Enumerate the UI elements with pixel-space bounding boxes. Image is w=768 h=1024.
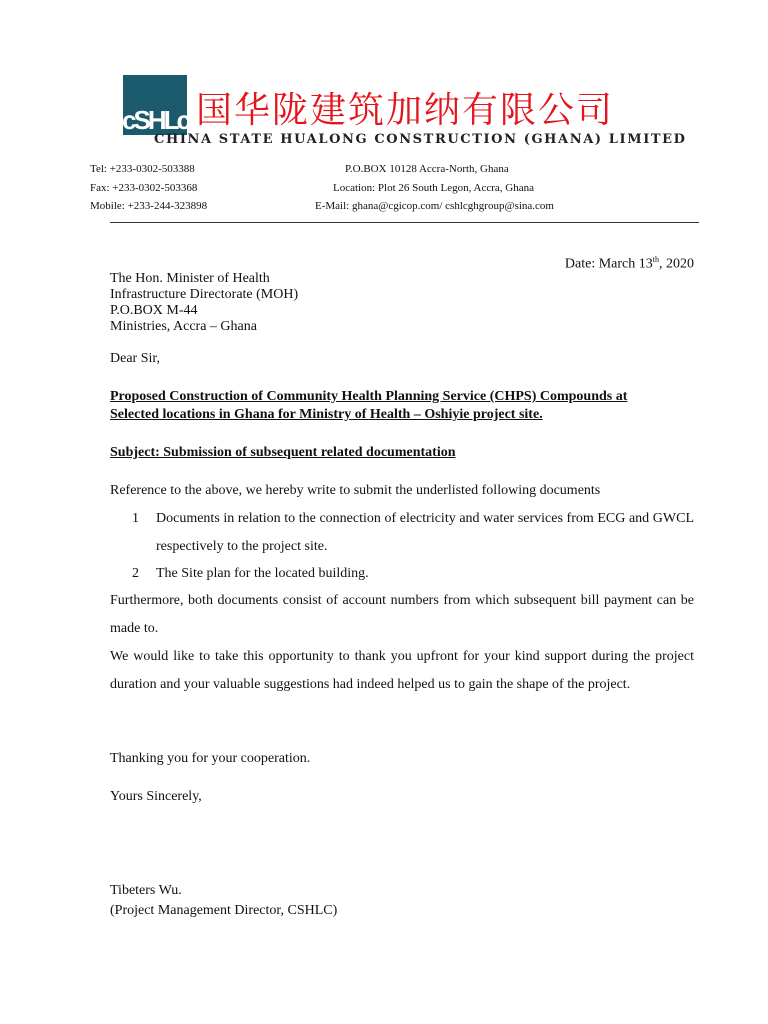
list-item: 2 The Site plan for the located building. [132,566,369,581]
list-item: 1 Documents in relation to the connection of electricity and water services from ECG and GWCL respectively to the project site. [132,511,694,554]
signer-title: (Project Management Director, CSHLC) [110,903,338,918]
mobile: Mobile: +233-244-323898 [90,200,208,212]
closing: Yours Sincerely, [110,789,202,804]
fax: Fax: +233-0302-503368 [90,182,198,194]
pobox: P.O.BOX 10128 Accra-North, Ghana [345,163,509,175]
letter-title: Proposed Construction of Community Health Planning Service (CHPS) Compounds at [110,389,628,404]
intro-text: Reference to the above, we hereby write to submit the underlisted following documents [110,483,601,498]
salutation: Dear Sir, [110,351,160,366]
signer-name: Tibeters Wu. [110,883,182,898]
recipient-line: The Hon. Minister of Health [110,271,270,286]
company-chinese-name: 国华陇建筑加纳有限公司 [196,90,615,131]
email: E-Mail: ghana@cgicop.com/ cshlcghgroup@sina.com [315,200,554,212]
company-logo: cSHLc [123,75,187,135]
recipient-line: Infrastructure Directorate (MOH) [110,287,299,302]
letter-title: Selected locations in Ghana for Ministry of Health – Oshiyie project site. [110,407,543,422]
header-divider [110,222,699,223]
paragraph-thanks: We would like to take this opportunity to thank you upfront for your kind support during the project duration and your valuable suggestions had indeed helped us to gain the shape of the project. [110,649,694,692]
tel: Tel: +233-0302-503388 [90,163,195,175]
location: Location: Plot 26 South Legon, Accra, Ghana [333,182,535,194]
paragraph-furthermore: Furthermore, both documents consist of account numbers from which subsequent bill payment can be made to. [110,593,694,636]
recipient-line: P.O.BOX M-44 [110,303,198,318]
company-name: CHINA STATE HUALONG CONSTRUCTION (GHANA) LIMITED [154,132,687,147]
subject-line: Subject: Submission of subsequent related documentation [110,445,456,460]
letter-date: Date: March 13th, 2020 [564,255,694,272]
recipient-line: Ministries, Accra – Ghana [110,319,257,334]
thanks-line: Thanking you for your cooperation. [110,751,311,766]
